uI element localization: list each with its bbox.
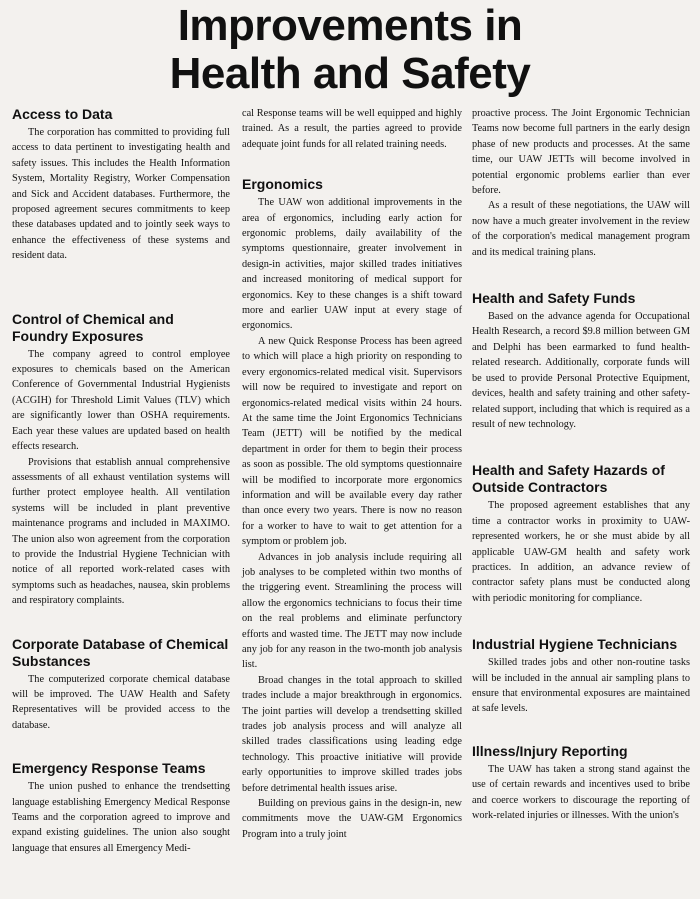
section-heading: Access to Data [12,106,113,122]
column-2 [242,106,462,842]
paragraph: A new Quick Response Process has been agreed to which will place a high priority on responding to every ergonomics-related medical visit. Supervisors will now be required to investigate and report on ergonomics-related medical visits within 24 hours. At the same time the Joint Ergonomics Technicians Team (JETT) will be notified by the medical department in order for them to begin their process as soon as possible. The old symptoms questionnaire will be modified to incorporate more ergonomics information and will be available every day rather than once every two years. There is now no reason for a worker to have to wait to get attention for a symptom or problem job. [242,335,462,548]
section-outside-contractors [472,462,690,606]
section-heading: Illness/Injury Reporting [472,742,628,759]
paragraph: The corporation has committed to providing full access to data pertinent to investigating health and safety issues. This includes the Health Information System, Mortality Registry, Worker Compensation and Sick and Accident databases. Furthermore, the proposed agreement secures commitments to keep these databases updated and to jointly seek ways to enhance the effectiveness of these systems and resident data. [12,127,230,262]
section-heading: Health and Safety Funds [472,290,636,307]
section-emergency-response [12,760,230,856]
section-industrial-hygiene [472,636,690,717]
section-access-to-data [12,106,230,264]
paragraph: Broad changes in the total approach to skilled trades include a major breakthrough in ergonomics. The joint parties will develop a trendsetting skilled trades job analysis process and will analyze all skilled trades classifications using leading edge technology. This proactive initiative will provide early opportunities to improve skilled trades jobs before detrimental health issues arise. [242,674,462,794]
column-3 [472,106,690,823]
column-1 [12,106,230,856]
section-heading: Health and Safety Hazards of Outside Contractors [472,462,665,496]
paragraph: Provisions that establish annual comprehensive assessments of all exhaust ventilation systems will further protect employee health. All ventilation systems will be included in plant preventive maintenance programs and included in MAXIMO. The union also won agreement from the corporation to provide the Industrial Hygiene Technician with notice of all reported work-related cases with symptoms such as headaches, nausea, skin problems and respiratory complaints. [12,456,230,607]
section-ergonomics [242,176,462,842]
paragraph: The union pushed to enhance the trendsetting language establishing Emergency Medical Response Teams and the corporation agreed to improve and expand existing guidelines. The union also sought language that ensures all Emergency Medi- [12,781,230,854]
paragraph-continued: proactive process. The Joint Ergonomic Technician Teams now become full partners in the early design phase of new products and processes. At the same time, our UAW JETTs will become involved in potential ergonomic problems earlier than ever before. [472,108,690,197]
paragraph: The company agreed to control employee exposures to chemicals based on the American Conference of Governmental Industrial Hygienists (ACGIH) for Threshold Limit Values (TLV) which are significantly lower than OSHA requirements. Each year these values are updated based on health effects research. [12,348,230,453]
section-heading: Emergency Response Teams [12,760,206,777]
title-line-2: Health and Safety [169,49,531,98]
paragraph: The computerized corporate chemical database will be improved. The UAW Health and Safety Representatives will be provided access to the database. [12,673,230,731]
section-health-safety-funds [472,290,690,432]
title-line-1: Improvements in [177,1,523,50]
section-heading: Ergonomics [242,176,323,193]
paragraph: The UAW has taken a strong stand against the use of certain rewards and incentives used to bribe and coerce workers to discourage the reporting of work-related injuries or illnesses. With the union's [472,763,690,821]
section-chemical-database [12,636,230,734]
paragraph: Building on previous gains in the design-in, new commitments move the UAW-GM Ergonomics Program into a truly joint [242,798,462,840]
paragraph: The UAW won additional improvements in the area of ergonomics, including early action for ergonomic problems, daily availability of the symptoms questionnaire, greater involvement in design-in activities, major skilled trades initiatives and increased monitoring of medical support for ergonomics. Key to these changes is a shift toward more and earlier UAW input at every stage of ergonomics. [242,197,462,332]
section-heading: Corporate Database of Chemical Substances [12,635,229,669]
section-heading: Control of Chemical and Foundry Exposures [12,310,174,344]
section-heading: Industrial Hygiene Technicians [472,636,678,653]
paragraph: Based on the advance agenda for Occupational Health Research, a record $9.8 million between GM and Delphi has been earmarked to fund health-related research. Additionally, corporate funds will be used to provide Personal Protective Equipment, devices, health and safety training and other safety-related support, including that which is required as a result of new technology. [472,311,690,430]
paragraph-continued: cal Response teams will be well equipped and highly trained. As a result, the parties agreed to provide adequate joint funds for all related training needs. [242,108,462,150]
paragraph: The proposed agreement establishes that any time a contractor works in proximity to UAW-represented workers, he or she must abide by all applicable UAW-GM health and safety work practices. In addition, an advance review of contractor safety plans must be conducted along with periodic monitoring for compliance. [472,500,690,604]
paragraph: Advances in job analysis include requiring all job analyses to be completed within two months of the triggering event. Streamlining the process will allow the ergonomics technicians to focus their time on the real problems and eliminate perfunctory efforts and wasted time. The JETT may now include any job for any reason in the two-month job analysis list. [242,551,462,671]
section-illness-injury-reporting [472,743,690,824]
paragraph: Skilled trades jobs and other non-routine tasks will be included in the annual air sampling plans to ensure that environmental exposures are maintained at safe levels. [472,657,690,715]
section-chemical-exposures [12,311,230,609]
paragraph: As a result of these negotiations, the UAW will now have a much greater involvement in the review of the corporation's medical management program and its medical training plans. [472,200,690,258]
